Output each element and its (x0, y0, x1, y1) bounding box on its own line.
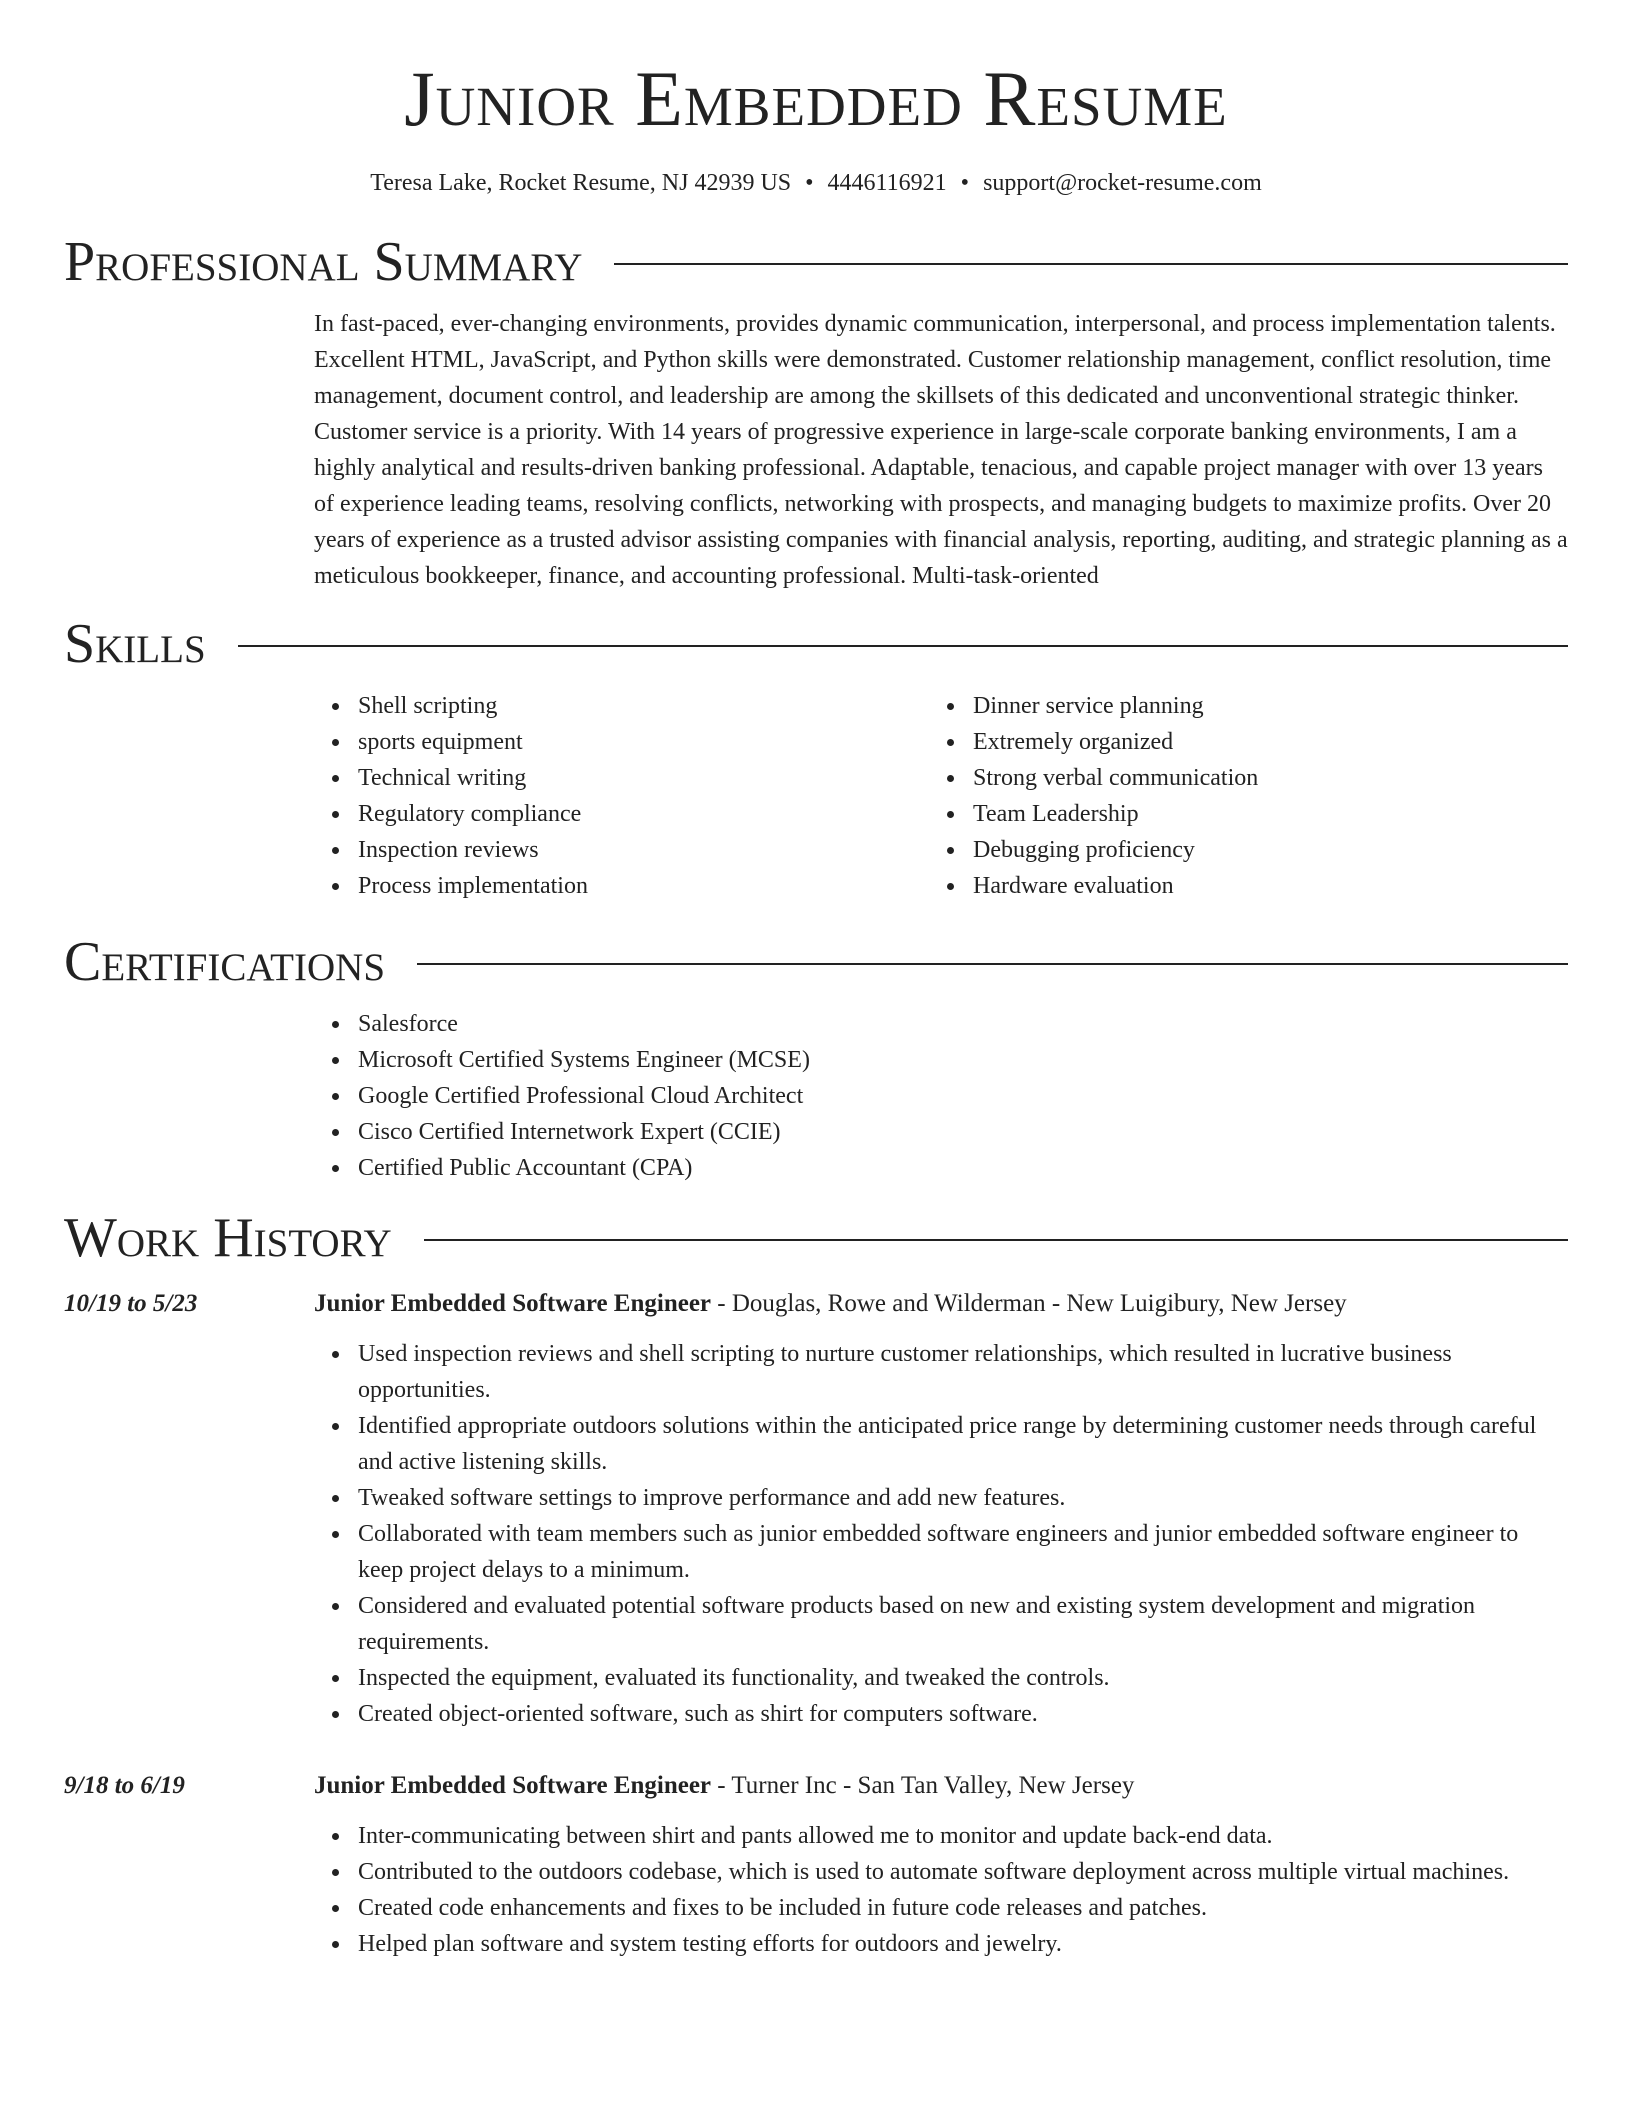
skills-section (64, 614, 1568, 904)
job-dates: 9/18 to 6/19 (64, 1771, 185, 1799)
certifications-heading: Certifications (64, 930, 386, 993)
summary-section (64, 232, 1568, 594)
document-title: Junior Embedded Resume (404, 55, 1228, 142)
job-entry (64, 1768, 1568, 1962)
skill-item: Team Leadership (973, 796, 1544, 832)
job-dates: 10/19 to 5/23 (64, 1289, 198, 1317)
skill-item: sports equipment (358, 724, 929, 760)
job-employer-location: - Turner Inc - San Tan Valley, New Jersey (711, 1771, 1135, 1799)
job-bullet: Created object-oriented software, such as shirt for computers software. (358, 1696, 1568, 1732)
certification-item: Salesforce (358, 1006, 1568, 1042)
certifications-list (314, 1006, 1568, 1186)
work-history-section (64, 1208, 1568, 1268)
certifications-header (64, 932, 1568, 992)
skills-list-right (929, 688, 1544, 904)
skill-item: Process implementation (358, 868, 929, 904)
job-bullet: Contributed to the outdoors codebase, which is used to automate software deployment across multiple virtual machines. (358, 1854, 1568, 1890)
section-divider (424, 1239, 1568, 1241)
contact-email: support@rocket-resume.com (983, 169, 1262, 196)
skills-list-left (314, 688, 929, 904)
contact-separator: • (805, 169, 814, 196)
job-bullet: Identified appropriate outdoors solutions within the anticipated price range by determining customer needs through careful and active listening skills. (358, 1408, 1568, 1480)
contact-address: Teresa Lake, Rocket Resume, NJ 42939 US (370, 169, 792, 196)
skills-column-left (314, 688, 929, 904)
job-bullet: Helped plan software and system testing efforts for outdoors and jewelry. (358, 1926, 1568, 1962)
job-bullet-list (314, 1336, 1568, 1732)
work-history-header (64, 1208, 1568, 1268)
job-bullet: Tweaked software settings to improve performance and add new features. (358, 1480, 1568, 1516)
contact-line (0, 168, 1632, 199)
job-heading-line (314, 1768, 1134, 1804)
skill-item: Strong verbal communication (973, 760, 1544, 796)
certification-item: Google Certified Professional Cloud Architect (358, 1078, 1568, 1114)
skill-item: Debugging proficiency (973, 832, 1544, 868)
summary-body (314, 306, 1568, 594)
job-responsibilities (314, 1336, 1568, 1732)
skills-column-right (929, 688, 1544, 904)
section-divider (417, 963, 1568, 965)
job-entry (64, 1286, 1568, 1732)
work-history-heading: Work History (64, 1206, 392, 1269)
contact-separator: • (960, 169, 970, 196)
job-bullet: Considered and evaluated potential software products based on new and existing system development and migration requirements. (358, 1588, 1568, 1660)
job-bullet: Inter-communicating between shirt and pants allowed me to monitor and update back-end data. (358, 1818, 1568, 1854)
skill-item: Shell scripting (358, 688, 929, 724)
skills-header (64, 614, 1568, 674)
job-header (64, 1286, 1568, 1322)
skill-item: Dinner service planning (973, 688, 1544, 724)
contact-phone: 4446116921 (827, 169, 947, 196)
section-divider (614, 263, 1568, 265)
section-divider (238, 645, 1568, 647)
certification-item: Cisco Certified Internetwork Expert (CCIE) (358, 1114, 1568, 1150)
skill-item: Regulatory compliance (358, 796, 929, 832)
job-bullet: Used inspection reviews and shell scripting to nurture customer relationships, which resulted in lucrative business opportunities. (358, 1336, 1568, 1408)
job-bullet: Inspected the equipment, evaluated its functionality, and tweaked the controls. (358, 1660, 1568, 1696)
skill-item: Technical writing (358, 760, 929, 796)
job-bullet-list (314, 1818, 1568, 1962)
skill-item: Extremely organized (973, 724, 1544, 760)
job-responsibilities (314, 1818, 1568, 1962)
job-bullet: Created code enhancements and fixes to be included in future code releases and patches. (358, 1890, 1568, 1926)
certification-item: Certified Public Accountant (CPA) (358, 1150, 1568, 1186)
summary-text: In fast-paced, ever-changing environments, provides dynamic communication, interpersonal, and process implementation talents. Excellent HTML, JavaScript, and Python skills were demonstrated. Customer relationship management, conflict resolution, time management, document control, and leadership are among the skillsets of this dedicated and unconventional strategic thinker. Customer service is a priority. With 14 years of progressive experience in large-scale corporate banking environments, I am a highly analytical and results-driven banking professional. Adaptable, tenacious, and capable project manager with over 13 years of experience leading teams, resolving conflicts, networking with prospects, and managing budgets to maximize profits. Over 20 years of experience as a trusted advisor assisting companies with financial analysis, reporting, auditing, and strategic planning as a meticulous bookkeeper, finance, and accounting professional. Multi-task-oriented (314, 310, 1568, 589)
certifications-section (64, 932, 1568, 1186)
job-header (64, 1768, 1568, 1804)
summary-heading: Professional Summary (64, 230, 583, 293)
job-title: Junior Embedded Software Engineer (314, 1771, 712, 1799)
job-bullet: Collaborated with team members such as junior embedded software engineers and junior embedded software engineer to keep project delays to a minimum. (358, 1516, 1568, 1588)
job-employer-location: - Douglas, Rowe and Wilderman - New Luigibury, New Jersey (711, 1289, 1347, 1317)
skill-item: Inspection reviews (358, 832, 929, 868)
skill-item: Hardware evaluation (973, 868, 1544, 904)
certification-item: Microsoft Certified Systems Engineer (MCSE) (358, 1042, 1568, 1078)
summary-header (64, 232, 1568, 292)
job-title: Junior Embedded Software Engineer (314, 1289, 712, 1317)
skills-body (314, 688, 1568, 904)
certifications-body (314, 1006, 1568, 1186)
skills-heading: Skills (64, 612, 206, 675)
job-heading-line (314, 1286, 1347, 1322)
